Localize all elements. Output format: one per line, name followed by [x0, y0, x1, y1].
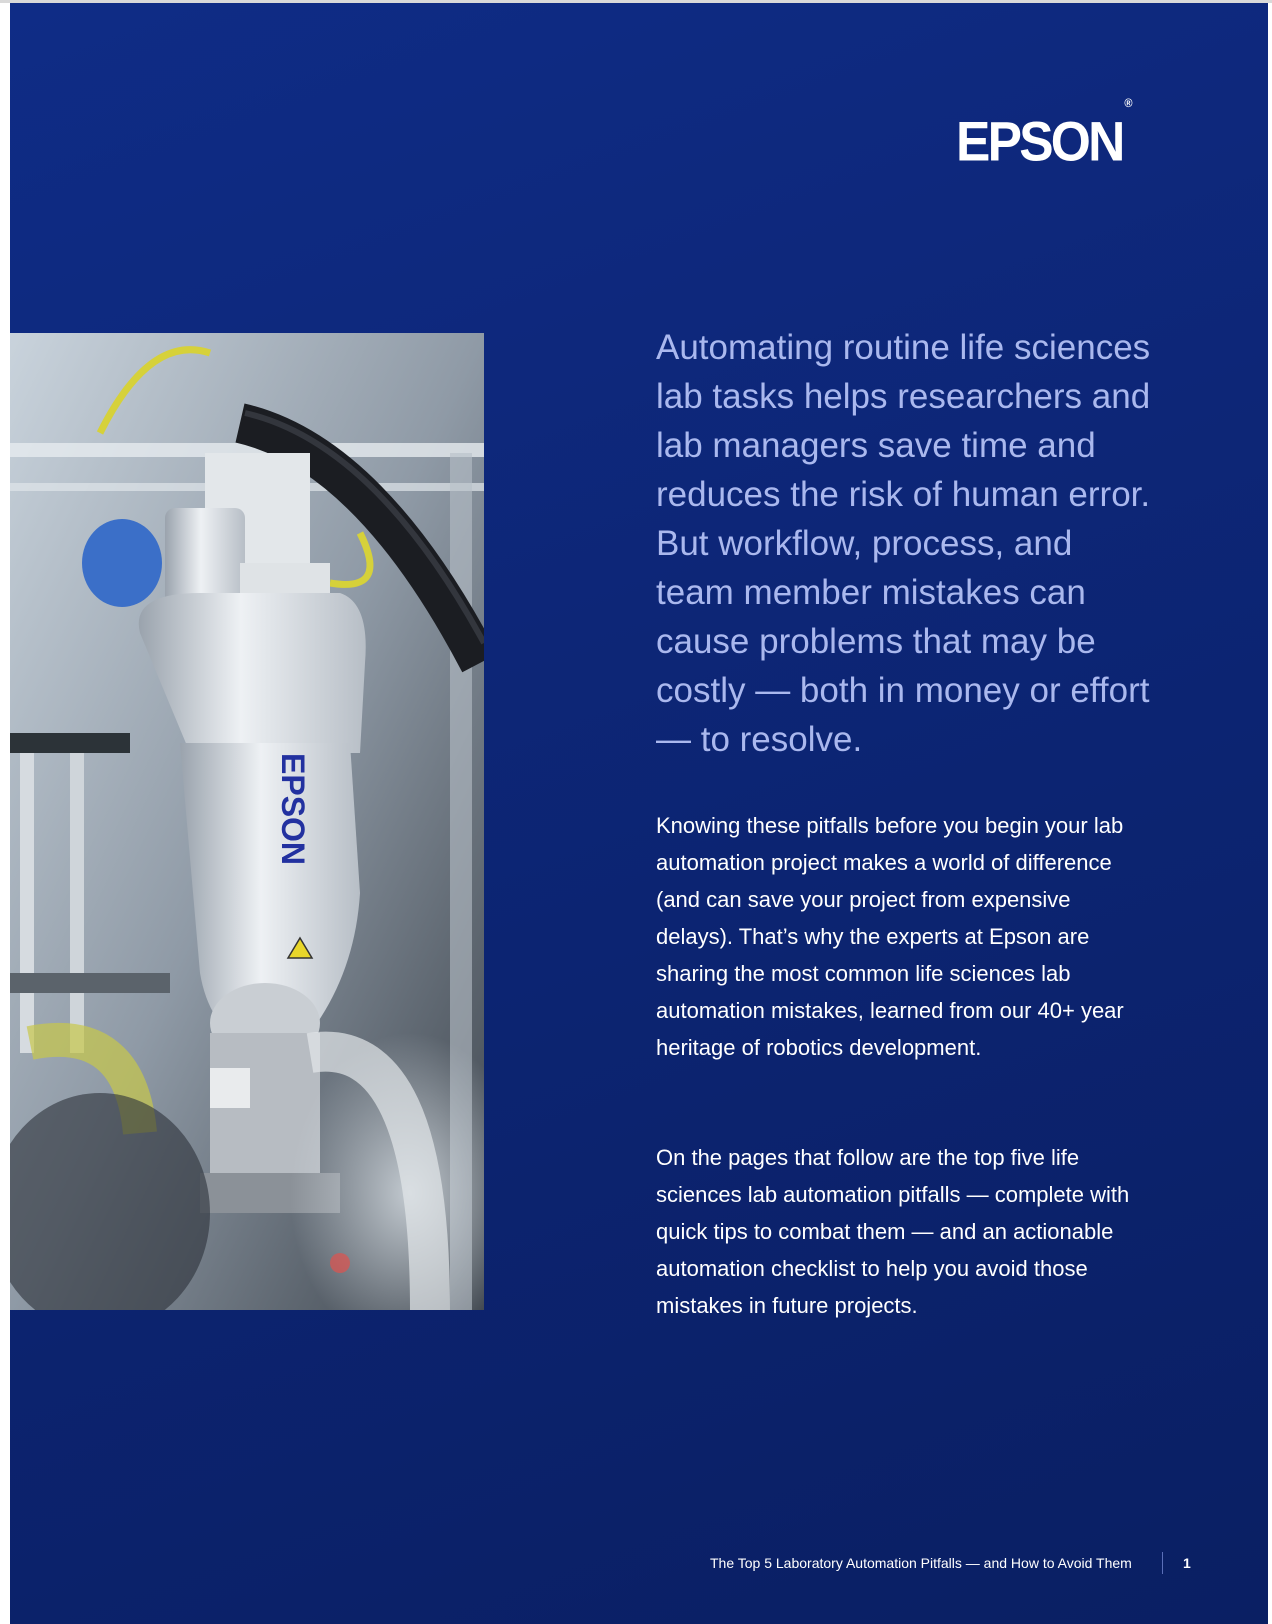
footer-document-title: The Top 5 Laboratory Automation Pitfalls — and How to Avoid Them [710, 1555, 1132, 1571]
document-page [10, 3, 1268, 1624]
body-paragraph-1: Knowing these pitfalls before you begin your lab automation project makes a world of difference (and can save your project from expensive delays). That’s why the experts at Epson are sharing the most common life sciences lab automation mistakes, learned from our 40+ year heritage of robotics development. [656, 813, 1124, 1060]
intro-statement: Automating routine life sciences lab tasks helps researchers and lab managers save time and reduces the risk of human error. But workflow, process, and team member mistakes can cause problems that may be costly — both in money or effort — to resolve. [656, 328, 1151, 759]
epson-logo [956, 96, 1133, 173]
robot-arm-label: EPSON [275, 753, 311, 866]
registered-mark: ® [1124, 96, 1133, 110]
logo-text: EPSON [956, 109, 1123, 173]
robot-arm-illustration [10, 333, 484, 1310]
page-number: 1 [1183, 1555, 1191, 1571]
body-paragraph-2: On the pages that follow are the top five life sciences lab automation pitfalls — complete with quick tips to combat them — and an actionable automation checklist to help you avoid those mistakes in future projects. [656, 1145, 1130, 1318]
footer-divider [1162, 1552, 1163, 1574]
robot-arm-photo [10, 333, 484, 1310]
